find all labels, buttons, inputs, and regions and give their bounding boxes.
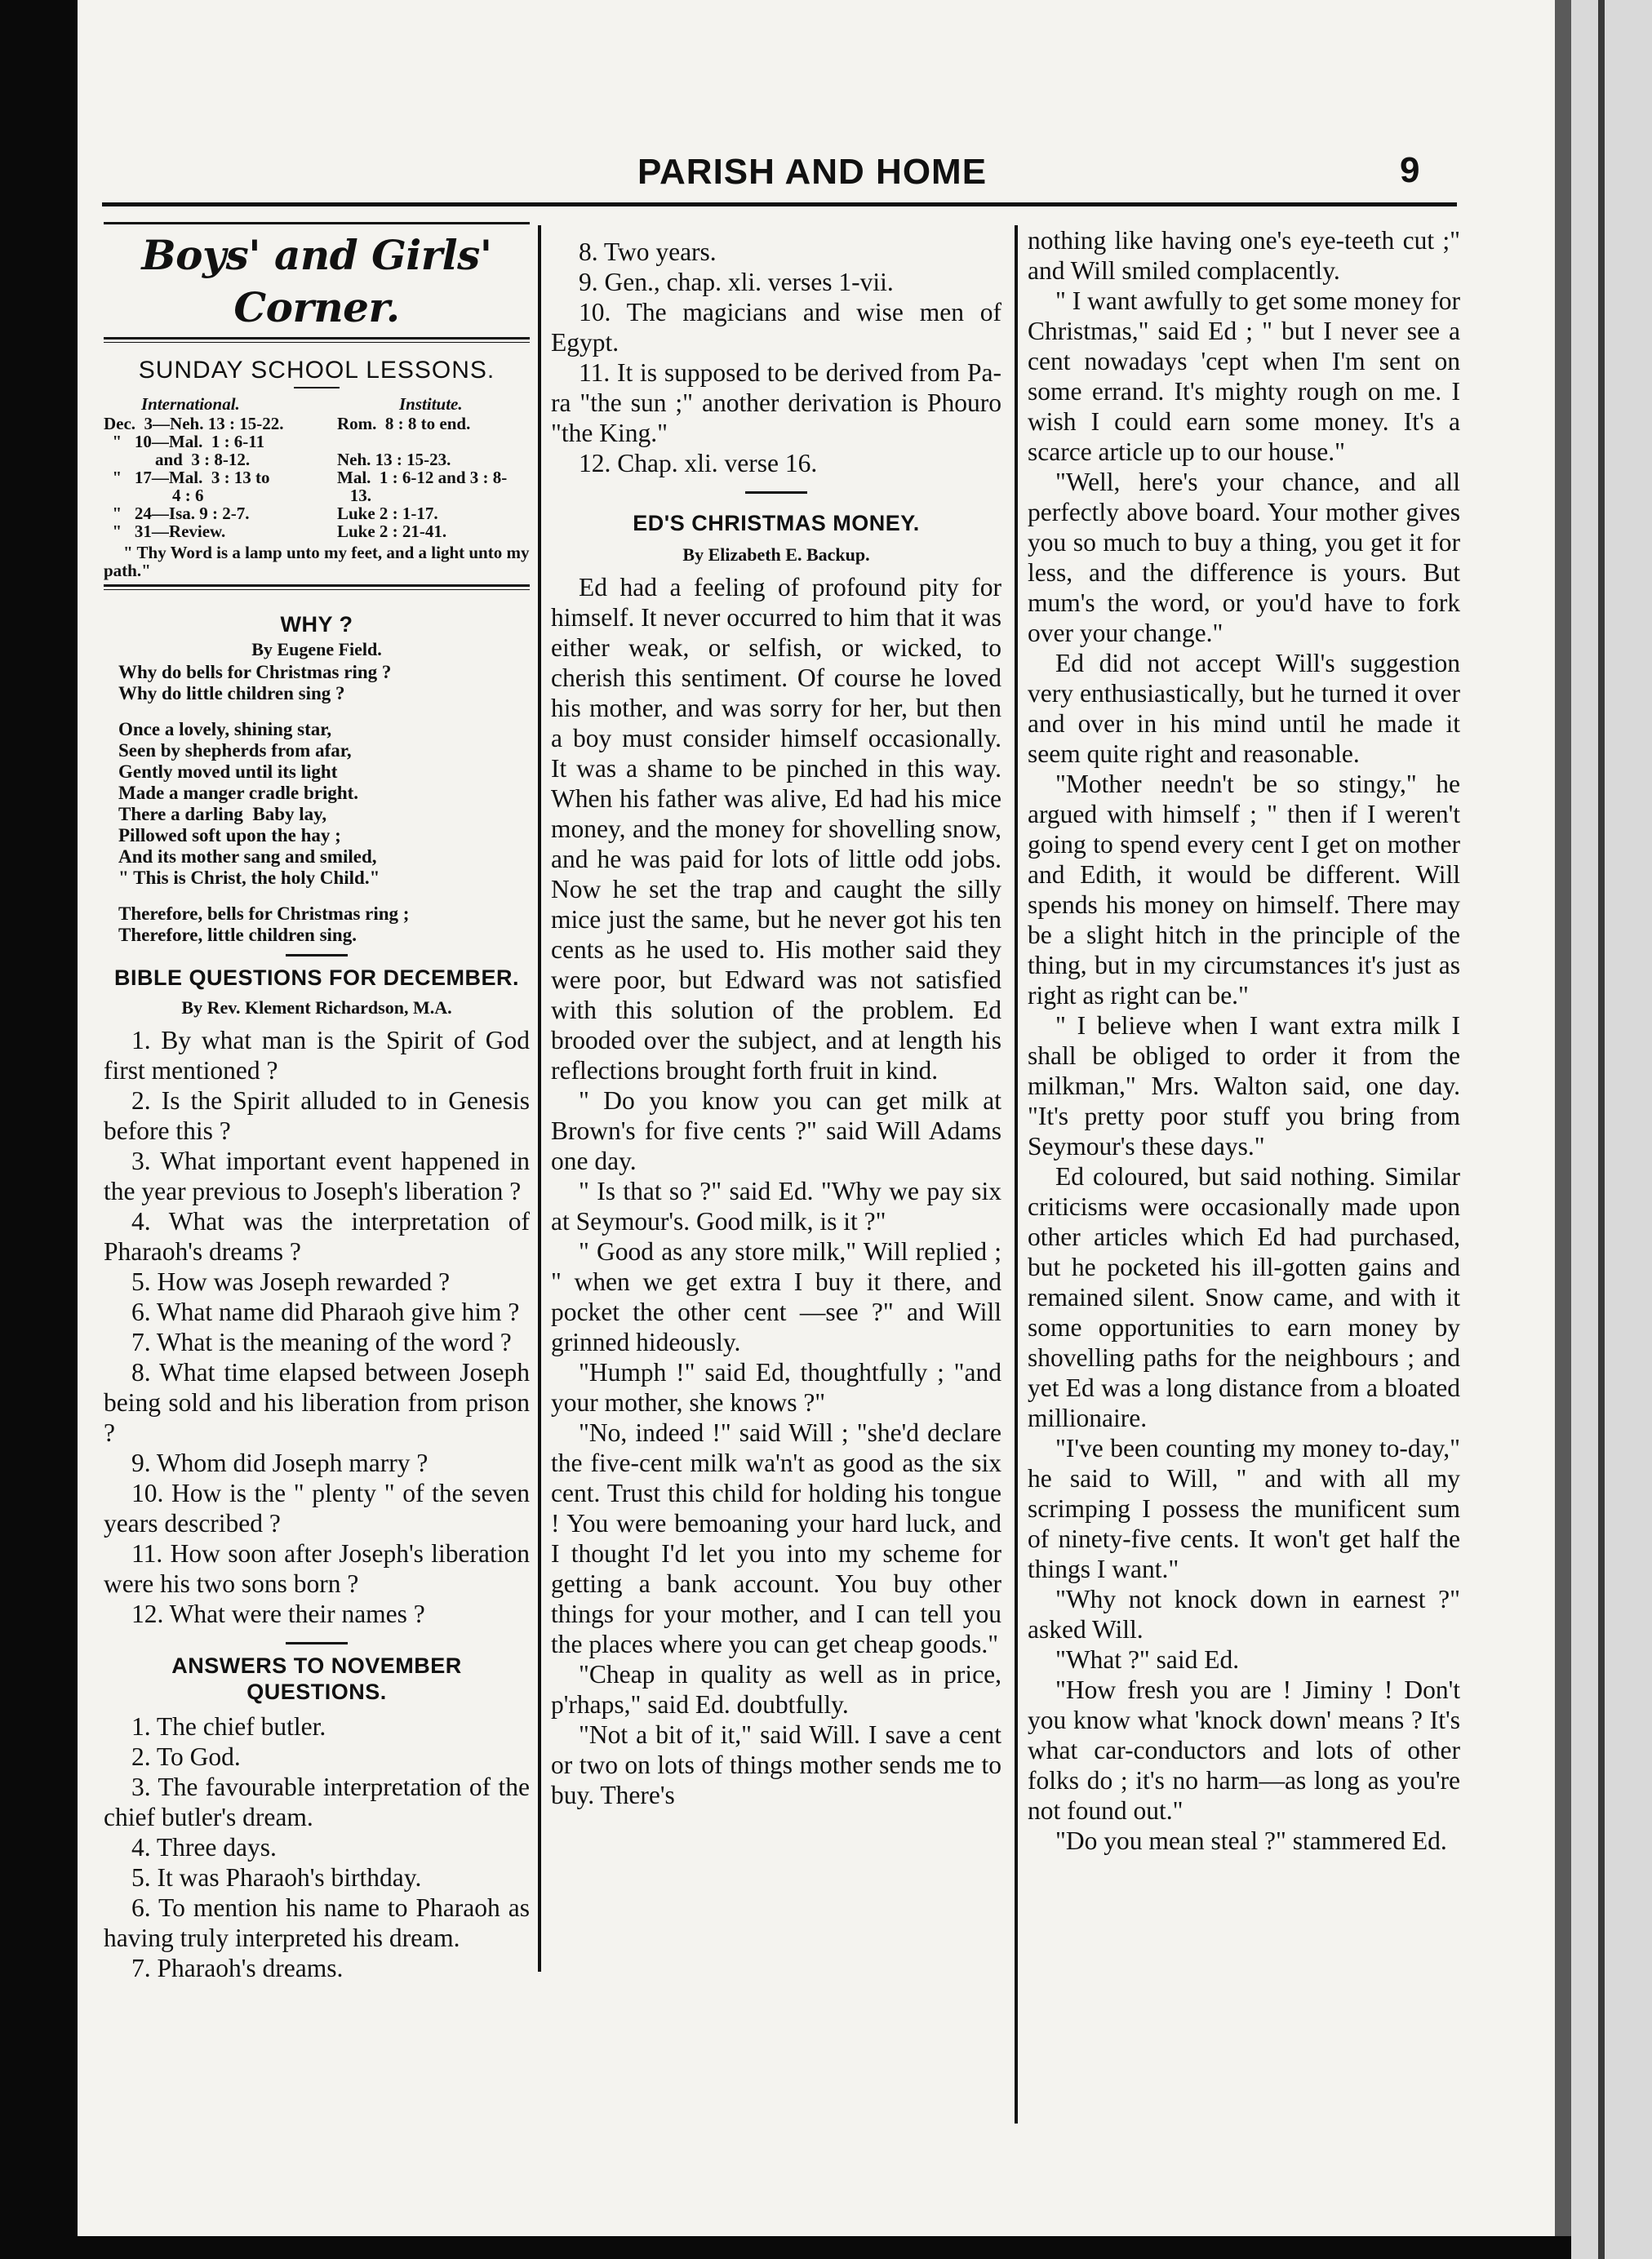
poem-line: Therefore, little children sing. [118,925,357,945]
lesson-institute: Rom. 8 : 8 to end. [337,414,471,433]
story-title: ED'S CHRISTMAS MONEY. [633,511,920,535]
story-paragraph: "Do you mean steal ?" stammered Ed. [1055,1826,1447,1855]
answer-item: 3. The favourable interpretation of the chief butler's dream. [104,1773,530,1831]
story-paragraph: "Mother needn't be so stingy," he argued with himself ; " then if I weren't going to spend every cent I get on mother and Edith, it would be different. Will spends his money on himself. There may be a slight hitch in the principle of the thing, but in my circumstances it's just as right as right can be." [1028,770,1460,1010]
answer-item: 6. To mention his name to Pharaoh as having truly interpreted his dream. [104,1893,530,1952]
lesson-row [104,468,530,486]
lesson-row [104,522,530,540]
lessons-header-international: International. [141,394,240,414]
page-edge [1571,0,1652,2259]
lesson-institute: Neh. 13 : 15-23. [337,450,451,469]
answer-item: 2. To God. [131,1742,241,1771]
lesson-international: Dec. 3—Neh. 13 : 15-22. [104,414,284,433]
poem-line: Once a lovely, shining star, [118,719,332,739]
poem-line: Made a manger cradle bright. [118,783,359,803]
poem-title: WHY ? [280,612,353,637]
answers-title: ANSWERS TO NOVEMBER QUESTIONS. [171,1653,462,1704]
corner-top-rule [104,222,530,224]
lesson-institute: Luke 2 : 21-41. [337,521,447,541]
lesson-row [104,504,530,522]
story-paragraph: "Why not knock down in earnest ?" asked Will. [1028,1585,1460,1644]
lesson-institute: Mal. 1 : 6-12 and 3 : 8- [337,468,508,487]
lesson-international: " 10—Mal. 1 : 6-11 [104,432,265,451]
lesson-row [104,486,530,504]
question-item: 8. What time elapsed between Joseph being sold and his liberation from prison ? [104,1358,530,1447]
lesson-row [104,433,530,450]
column-right [1028,225,1460,1856]
stanza-gap [118,704,530,719]
poem [104,662,530,946]
story-paragraph: " Do you know you can get milk at Brown's for five cents ?" said Will Adams one day. [551,1086,1001,1175]
poem-line: Therefore, bells for Christmas ring ; [118,903,410,924]
lessons-bottom-rule [104,584,530,587]
question-item: 11. How soon after Joseph's liberation were his two sons born ? [104,1539,530,1598]
story-byline: By Elizabeth E. Backup. [682,544,870,565]
header-rule [102,202,1457,206]
lesson-institute: 13. [337,486,371,505]
stanza-gap [118,889,530,903]
answers-list [104,1711,530,1983]
question-item: 1. By what man is the Spirit of God first mentioned ? [104,1026,530,1085]
answer-item: 10. The magicians and wise men of Egypt. [551,298,1001,357]
running-header-title: PARISH AND HOME [637,152,988,192]
lessons-table [104,415,530,540]
section-divider [745,491,807,494]
answer-item: 7. Pharaoh's dreams. [131,1954,344,1982]
story-paragraph: "How fresh you are ! Jiminy ! Don't you know what 'knock down' means ? It's what car-conductors and lots of other folks do ; it's no harm—as long as you're not found out." [1028,1675,1460,1825]
poem-line: " This is Christ, the holy Child." [118,868,380,888]
story-paragraph: " Good as any store milk," Will replied ; " when we get extra I buy it there, and pocket the other cent —see ?" and Will grinned hideously. [551,1237,1001,1356]
poem-line: There a darling Baby lay, [118,804,327,824]
sunday-school-lessons-title: SUNDAY SCHOOL LESSONS. [138,357,495,384]
magazine-page [78,0,1555,2236]
answer-item: 1. The chief butler. [131,1712,326,1741]
column-middle [551,237,1001,1810]
lesson-international: and 3 : 8-12. [104,450,251,469]
story-paragraph: " I believe when I want extra milk I shall be obliged to order it from the milkman," Mrs. Walton said, one day. "It's pretty poor stuff you bring from Seymour's these days." [1028,1011,1460,1161]
corner-title: Boys' and Girls' Corner. [141,231,492,331]
poem-line: And its mother sang and smiled, [118,846,377,867]
page-edge-shadow [1555,0,1571,2259]
story-paragraph: " I want awfully to get some money for Christmas," said Ed ; " but I never see a cent nowadays 'cept when I'm sent on some errand. It's mighty rough on me. I wish I could earn some money. It's a scarce article up to our house." [1028,286,1460,466]
ssl-short-rule [294,387,340,388]
story-paragraph: "What ?" said Ed. [1055,1645,1240,1674]
lesson-international: " 17—Mal. 3 : 13 to [104,468,270,487]
page-edge-line [1598,0,1605,2259]
answer-item: 5. It was Pharaoh's birthday. [131,1863,422,1892]
story-paragraph: " Is that so ?" said Ed. "Why we pay six at Seymour's. Good milk, is it ?" [551,1177,1001,1236]
question-item: 4. What was the interpretation of Pharaoh's dreams ? [104,1207,530,1266]
question-item: 3. What important event happened in the year previous to Joseph's liberation ? [104,1147,530,1205]
lessons-header [104,393,530,415]
lesson-institute: Luke 2 : 1-17. [337,504,438,523]
corner-bottom-rule [104,337,530,340]
lesson-international: " 31—Review. [104,521,226,541]
lesson-international: " 24—Isa. 9 : 2-7. [104,504,250,523]
bible-questions-byline: By Rev. Klement Richardson, M.A. [181,997,452,1018]
question-item: 2. Is the Spirit alluded to in Genesis before this ? [104,1086,530,1145]
story-paragraph: Ed did not accept Will's suggestion very enthusiastically, but he turned it over and over in his mind until he made it seem quite right and reasonable. [1028,649,1460,768]
question-item: 12. What were their names ? [131,1600,425,1628]
story-paragraph: "Not a bit of it," said Will. I save a cent or two on lots of things mother sends me to buy. There's [551,1720,1001,1809]
story-paragraphs [551,572,1001,1810]
answer-item: 11. It is supposed to be derived from Pa-ra "the sun ;" another derivation is Phouro "the King." [551,358,1001,447]
column-rule-2 [1015,225,1018,2124]
answers-list-continued [551,237,1001,478]
story-paragraph: "Humph !" said Ed, thoughtfully ; "and your mother, she knows ?" [551,1358,1001,1417]
section-divider [286,954,348,956]
lesson-row [104,450,530,468]
poem-line: Why do little children sing ? [118,683,345,703]
question-item: 10. How is the " plenty " of the seven years described ? [104,1479,530,1538]
lessons-header-institute: Institute. [399,394,463,414]
bible-questions-list [104,1025,530,1629]
story-paragraph: "Cheap in quality as well as in price, p'rhaps," said Ed. doubtfully. [551,1660,1001,1719]
story-paragraph: Ed had a feeling of profound pity for himself. It never occurred to him that it was either weak, or selfish, or wicked, to cherish this sentiment. Of course he loved his mother, and was sorry for her, but then a boy must consider himself occasionally. It was a shame to be pinched in this way. When his father was alive, Ed had his mice money, and the money for shovelling snow, and he was paid for lots of little odd jobs. Now he set the trap and caught the silly mice just the same, but he never got his ten cents as he used to. His mother said they were poor, but Edward was not satisfied with this solution of the problem. Ed brooded over the subject, and at length his reflections brought forth fruit in kind. [551,573,1001,1085]
question-item: 7. What is the meaning of the word ? [131,1328,512,1356]
poem-line: Seen by shepherds from afar, [118,740,352,761]
column-left [104,219,530,1983]
story-paragraph: Ed coloured, but said nothing. Similar criticisms were occasionally made upon other articles which Ed had purchased, but he pocketed his ill-gotten gains and remained silent. Snow came, and with it some opportunities to earn money by shovelling paths for the neighbours ; and yet Ed was a long distance from a bloated millionaire. [1028,1162,1460,1432]
answer-item: 9. Gen., chap. xli. verses 1-vii. [579,268,894,296]
answer-item: 12. Chap. xli. verse 16. [579,449,818,477]
answer-item: 4. Three days. [131,1833,277,1862]
poem-line: Why do bells for Christmas ring ? [118,662,392,682]
column-rule-1 [538,225,541,1972]
question-item: 6. What name did Pharaoh give him ? [131,1298,520,1326]
page-number: 9 [1400,150,1420,190]
story-paragraph: "Well, here's your chance, and all perfectly above board. Your mother gives you so much to buy a thing, you get it for less, and the difference is yours. But mum's the word, or you'd have to fork over your change." [1028,468,1460,647]
lesson-verse: " Thy Word is a lamp unto my feet, and a light unto my path." [104,543,530,580]
bible-questions-title: BIBLE QUESTIONS FOR DECEMBER. [113,965,520,990]
lesson-international: 4 : 6 [104,486,204,505]
story-paragraph: nothing like having one's eye-teeth cut ;" and Will smiled complacently. [1028,226,1460,285]
story-continued-paragraphs [1028,225,1460,1856]
question-item: 5. How was Joseph rewarded ? [131,1267,451,1296]
poem-line: Pillowed soft upon the hay ; [118,825,341,845]
poem-byline: By Eugene Field. [251,639,382,659]
section-divider [286,1642,348,1644]
bottom-shadow [0,2236,1571,2259]
answer-item: 8. Two years. [579,237,717,266]
story-paragraph: "I've been counting my money to-day," he said to Will, " and with all my scrimping I possess the munificent sum of ninety-five cents. It won't get half the things I want." [1028,1434,1460,1583]
story-paragraph: "No, indeed !" said Will ; "she'd declare the five-cent milk wa'n't as good as the six cent. Trust this child for holding his tongue ! You were bemoaning your hard luck, and I thought I'd let you into my scheme for getting a bank account. You buy other things for your mother, and I can tell you the places where you can get cheap goods." [551,1418,1001,1658]
poem-line: Gently moved until its light [118,761,338,782]
lesson-row [104,415,530,433]
corner-bottom-rule-thin [104,342,530,343]
question-item: 9. Whom did Joseph marry ? [131,1449,429,1477]
lesson-institute [337,433,530,450]
